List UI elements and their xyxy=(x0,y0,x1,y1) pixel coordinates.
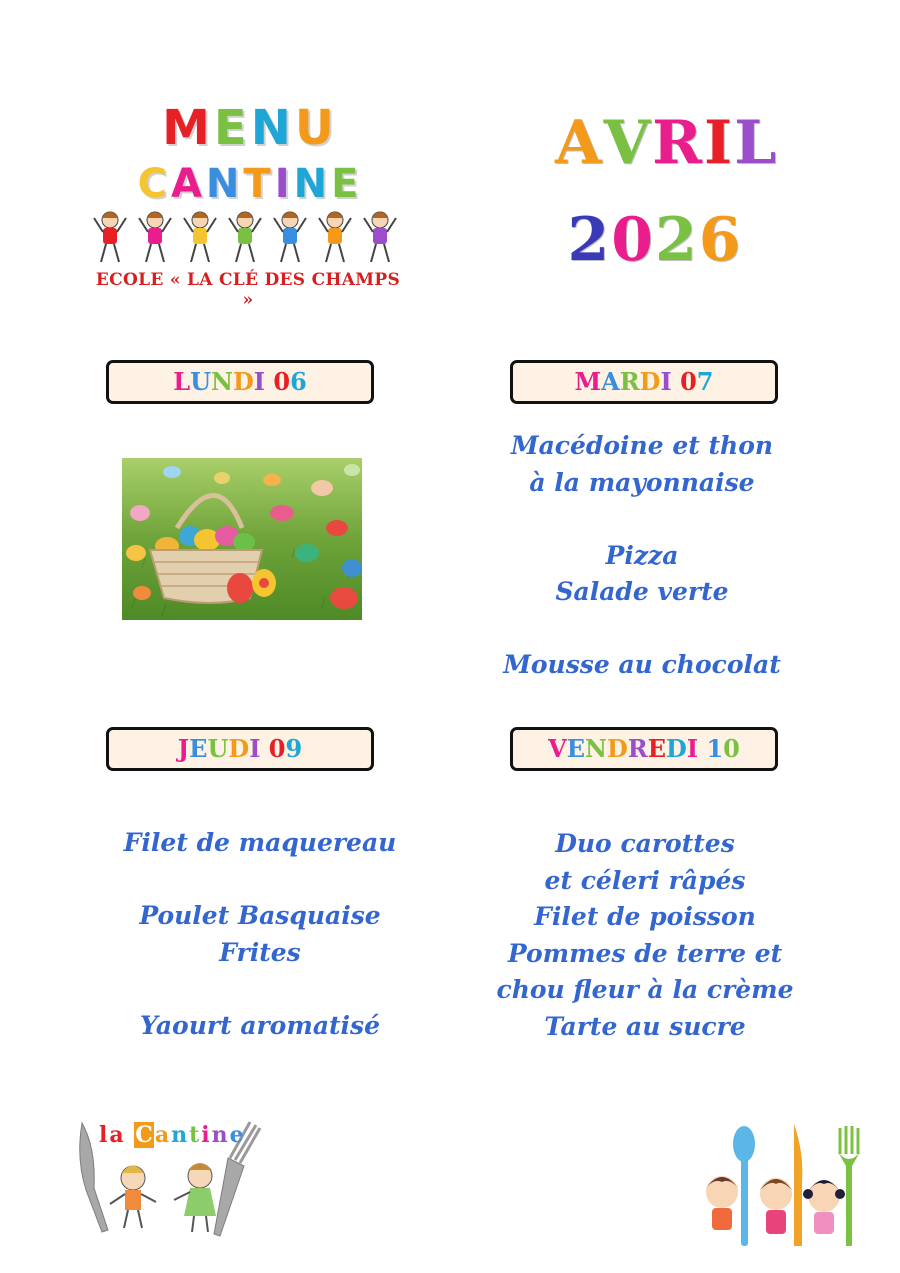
letter: A xyxy=(601,367,620,396)
logo-letter: C xyxy=(137,161,167,207)
menu-item: Pommes de terre et xyxy=(507,938,783,968)
school-name: ECOLE « LA CLÉ DES CHAMPS » xyxy=(95,270,401,310)
letter: 0 xyxy=(611,205,655,275)
letter xyxy=(672,363,680,401)
letter: 6 xyxy=(290,367,307,396)
menu-thursday xyxy=(110,825,410,1044)
logo-word-menu xyxy=(88,100,408,156)
la-cantine-text xyxy=(98,1122,245,1148)
menu-spacer xyxy=(110,971,410,1008)
logo-letter: I xyxy=(274,161,290,207)
logo-letter: a xyxy=(109,1122,124,1148)
kids-spoon-fork-icon xyxy=(700,1122,870,1252)
menu-spacer xyxy=(492,611,792,648)
menu-item: Macédoine et thon xyxy=(510,431,774,460)
letter: E xyxy=(647,734,667,763)
menu-item: Pizza xyxy=(605,540,679,570)
month-title xyxy=(555,108,779,178)
logo-letter: t xyxy=(189,1122,200,1148)
letter: 9 xyxy=(285,734,303,763)
logo-letter: i xyxy=(201,1122,210,1148)
letter: 0 xyxy=(273,367,291,396)
letter xyxy=(698,730,706,768)
letter: N xyxy=(211,367,233,396)
letter: L xyxy=(173,367,191,396)
logo-letter: N xyxy=(250,100,291,156)
letter: D xyxy=(666,734,687,763)
letter: 0 xyxy=(680,367,697,396)
letter: 0 xyxy=(723,734,740,763)
menu-item: Tarte au sucre xyxy=(544,1011,746,1041)
logo-letter xyxy=(125,1122,135,1148)
letter: R xyxy=(652,108,704,178)
menu-item: Poulet Basquaise xyxy=(139,901,381,930)
kids-illustration-icon xyxy=(88,208,408,268)
logo-letter: N xyxy=(205,161,240,207)
menu-friday xyxy=(490,826,800,1045)
letter: D xyxy=(232,367,254,396)
menu-item: Filet de maquereau xyxy=(123,828,397,857)
menu-cantine-logo xyxy=(88,100,408,310)
year-title xyxy=(555,205,755,275)
letter: 6 xyxy=(698,205,743,275)
letter: 2 xyxy=(655,205,699,275)
letter: 1 xyxy=(706,734,724,763)
letter: N xyxy=(585,734,607,763)
letter: U xyxy=(207,734,229,763)
menu-item: chou fleur à la crème xyxy=(496,975,794,1004)
logo-letter: T xyxy=(243,161,271,207)
letter: I xyxy=(253,367,266,396)
letter: J xyxy=(177,734,190,763)
logo-letter: E xyxy=(213,100,247,156)
logo-letter: e xyxy=(229,1122,244,1148)
logo-letter: n xyxy=(211,1122,228,1148)
day-header-friday xyxy=(510,727,778,771)
letter: A xyxy=(555,108,604,178)
letter: I xyxy=(249,734,261,763)
letter: I xyxy=(704,108,735,178)
logo-letter: M xyxy=(162,100,210,156)
letter: R xyxy=(627,734,648,763)
letter: V xyxy=(548,734,567,763)
logo-letter: N xyxy=(293,161,328,207)
letter xyxy=(265,363,273,401)
logo-letter: l xyxy=(99,1122,108,1148)
letter: V xyxy=(603,108,653,178)
logo-word-cantine xyxy=(88,161,408,207)
letter: D xyxy=(639,367,661,396)
menu-item: Yaourt aromatisé xyxy=(139,1010,381,1040)
letter: 0 xyxy=(268,734,286,763)
logo-letter: a xyxy=(154,1122,170,1148)
logo-letter: C xyxy=(135,1122,153,1148)
day-header-thursday xyxy=(106,727,374,771)
easter-eggs-photo xyxy=(122,458,362,620)
letter: D xyxy=(228,734,250,763)
kids-cutlery-logo xyxy=(700,1122,870,1252)
menu-item: Mousse au chocolat xyxy=(503,650,781,679)
day-header-tuesday xyxy=(510,360,778,404)
letter: L xyxy=(734,108,779,178)
letter: D xyxy=(606,734,628,763)
letter: M xyxy=(574,367,602,396)
letter: E xyxy=(566,734,586,763)
menu-item: Duo carottes xyxy=(555,829,735,858)
day-header-monday xyxy=(106,360,374,404)
letter: I xyxy=(660,367,672,396)
letter: E xyxy=(189,734,208,763)
menu-item: à la mayonnaise xyxy=(529,467,755,497)
menu-spacer xyxy=(492,501,792,538)
letter: 7 xyxy=(696,367,714,396)
la-cantine-logo xyxy=(78,1118,263,1243)
menu-tuesday xyxy=(492,428,792,684)
logo-letter: U xyxy=(294,100,334,156)
letter: U xyxy=(190,367,212,396)
menu-item: Filet de poisson xyxy=(534,902,756,931)
letter: R xyxy=(619,367,640,396)
letter: 2 xyxy=(567,205,612,275)
menu-item: Salade verte xyxy=(555,577,729,606)
menu-item: Frites xyxy=(219,937,301,967)
menu-item: et céleri râpés xyxy=(544,865,746,895)
logo-letter: A xyxy=(170,161,202,207)
letter xyxy=(260,730,268,768)
letter: I xyxy=(686,734,699,763)
logo-letter: E xyxy=(331,161,359,207)
menu-spacer xyxy=(110,862,410,899)
logo-letter: n xyxy=(171,1122,188,1148)
